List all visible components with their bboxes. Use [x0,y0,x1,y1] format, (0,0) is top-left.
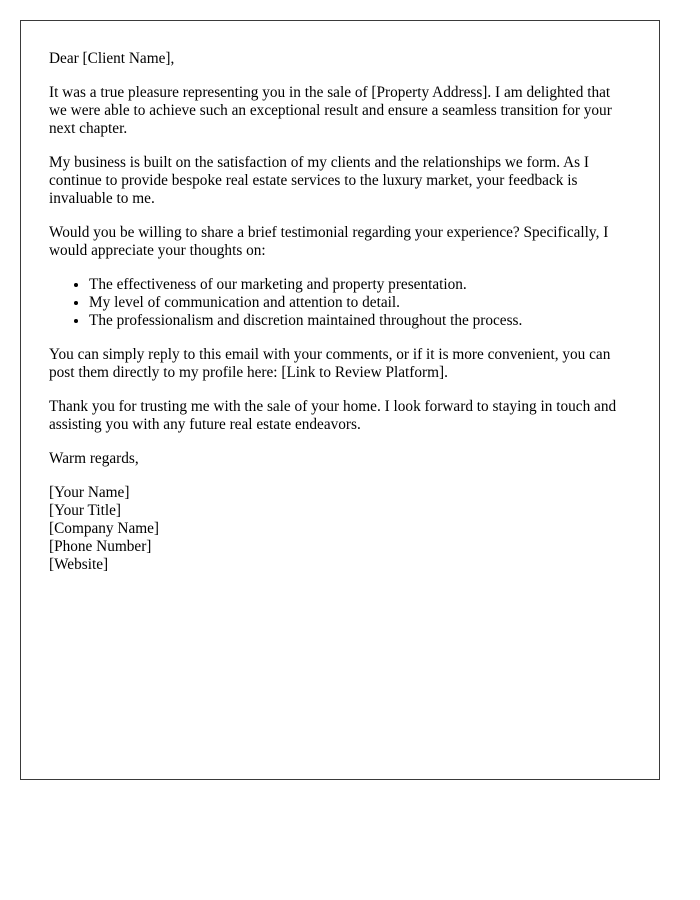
list-item: • My level of communication and attention to detail. [89,294,631,312]
paragraph-business: My business is built on the satisfaction of my clients and the relationships we form. As I continue to provide bespoke real estate services to the luxury market, your feedback is invaluable to me. [49,154,589,207]
paragraph-request: Would you be willing to share a brief testimonial regarding your experience? Specifically, I would appreciate your thoughts on: [49,224,609,259]
list-item: • The professionalism and discretion maintained throughout the process. [89,312,631,330]
salutation: Dear [Client Name], [49,50,175,67]
signature-phone: [Phone Number] [49,538,152,555]
paragraph-thanks: Thank you for trusting me with the sale of your home. I look forward to staying in touch and assisting you with any future real estate endeavors. [49,398,617,433]
paragraph-reply-instructions: You can simply reply to this email with your comments, or if it is more convenient, you can post them directly to my profile here: [Link to Review Platform]. [49,346,611,381]
closing: Warm regards, [49,450,139,467]
letter-document [20,20,660,780]
list-item: • The effectiveness of our marketing and property presentation. [89,276,631,294]
signature-title: [Your Title] [49,502,121,519]
signature-name: [Your Name] [49,484,130,501]
signature-website: [Website] [49,556,109,573]
signature-block [49,484,631,574]
signature-company: [Company Name] [49,520,160,537]
feedback-topics-list [49,276,631,330]
paragraph-intro: It was a true pleasure representing you in the sale of [Property Address]. I am delighted that we were able to achieve such an exceptional result and ensure a seamless transition for your next chapter. [49,84,612,137]
